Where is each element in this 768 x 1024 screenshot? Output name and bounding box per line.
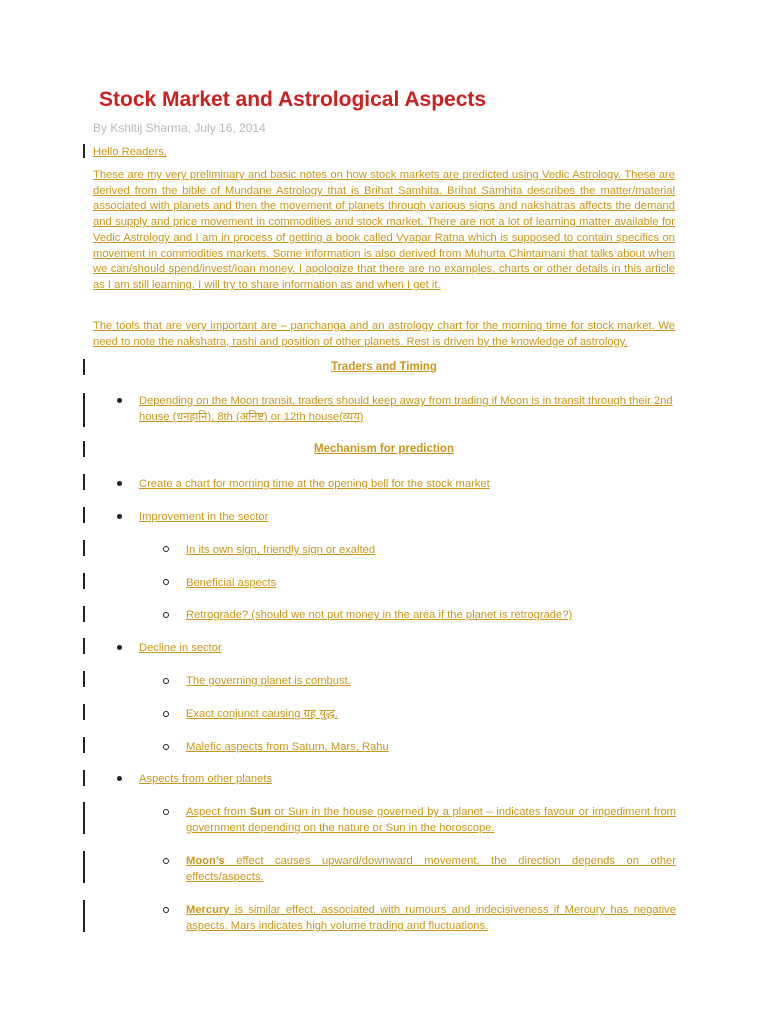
create-chart-text: Create a chart for morning time at the opening bell for the stock market bbox=[139, 478, 490, 490]
sun-aspect-text bbox=[186, 806, 676, 834]
traders-heading: Traders and Timing bbox=[331, 361, 437, 373]
sub-list-item bbox=[186, 542, 676, 558]
change-bar bbox=[83, 474, 85, 490]
traders-item-part: ) bbox=[359, 411, 364, 423]
sub-list-item bbox=[186, 804, 676, 836]
change-bar bbox=[83, 393, 85, 427]
bullet bbox=[117, 514, 122, 519]
change-bar bbox=[83, 671, 85, 687]
bullet bbox=[117, 481, 122, 486]
list-item bbox=[139, 393, 675, 425]
change-bar bbox=[83, 606, 85, 622]
decline-item-text bbox=[186, 708, 338, 720]
change-bar bbox=[83, 851, 85, 883]
bullet bbox=[117, 776, 122, 781]
sun-pre: Aspect from bbox=[186, 806, 250, 818]
sub-list-item bbox=[186, 902, 676, 934]
change-bar bbox=[83, 540, 85, 556]
moon-post: effect causes upward/downward movement, the direction depends on other effects/aspects. bbox=[186, 855, 676, 883]
sub-bullet bbox=[163, 579, 169, 585]
sub-bullet bbox=[163, 809, 169, 815]
sub-bullet bbox=[163, 612, 169, 618]
sub-bullet bbox=[163, 678, 169, 684]
traders-item-deva: अनिष्ट bbox=[239, 410, 264, 423]
change-bar bbox=[83, 638, 85, 654]
change-bar bbox=[83, 704, 85, 720]
moon-bold: Moon’s bbox=[186, 855, 225, 867]
tools-paragraph bbox=[93, 319, 675, 350]
moon-aspect-text bbox=[186, 855, 676, 883]
mercury-aspect-text bbox=[186, 904, 676, 932]
sun-bold: Sun bbox=[249, 806, 271, 818]
decline-item-text: Malefic aspects from Saturn, Mars, Rahu bbox=[186, 741, 389, 753]
sub-bullet bbox=[163, 858, 169, 864]
list-item bbox=[139, 509, 675, 525]
change-bar bbox=[83, 359, 85, 375]
improvement-item-text: In its own sign, friendly sign or exalted bbox=[186, 544, 376, 556]
list-item bbox=[139, 771, 675, 787]
change-bar bbox=[83, 802, 85, 834]
bullet bbox=[117, 398, 122, 403]
intro-paragraph bbox=[93, 168, 675, 294]
mechanism-heading: Mechanism for prediction bbox=[314, 443, 454, 455]
sub-bullet bbox=[163, 546, 169, 552]
article-byline: By Kshitij Sharma, July 16, 2014 bbox=[93, 121, 266, 135]
greeting bbox=[93, 145, 675, 161]
intro-text: These are my very preliminary and basic notes on how stock markets are predicted using Vedic Astrology. These are derived from the bible of Mundane Astrology that is Brihat Samhita. Brihat Samhita describes the matter/material associated with planets and then the movement of planets through various signs and nakshatras affects the demand and supply and price movement in commodities and stock market. There are not a lot of learning matter available for Vedic Astrology and I am in process of getting a book called Vyapar Ratna which is supposed to contain specifics on movement in commodities markets. Some information is also derived from Muhurta Chintamani that talks about when we can/should spend/invest/loan money. I apologize that there are no examples, charts or other details in this article as I am still learning. I will try to share information as and when I get it. bbox=[93, 169, 675, 291]
sub-list-item bbox=[186, 575, 676, 591]
mercury-bold: Mercury bbox=[186, 904, 230, 916]
improvement-item-text: Retrograde? (should we not put money in the area if the planet is retrograde?) bbox=[186, 609, 573, 621]
aspects-text: Aspects from other planets bbox=[139, 773, 273, 785]
list-item bbox=[139, 476, 675, 492]
sub-bullet bbox=[163, 711, 169, 717]
change-bar bbox=[83, 900, 85, 932]
greeting-text: Hello Readers, bbox=[93, 146, 167, 158]
conjunct-text: Exact conjunct causing bbox=[186, 708, 304, 720]
change-bar bbox=[83, 770, 85, 786]
decline-item-text: The governing planet is combust. bbox=[186, 675, 351, 687]
conjunct-end: . bbox=[334, 708, 338, 720]
traders-item-deva: धनहानि bbox=[176, 410, 208, 423]
sub-list-item bbox=[186, 739, 676, 755]
traders-item-part: Depending on the Moon transit, traders should keep away from trading if Moon is in transit through their 2nd house ( bbox=[139, 395, 673, 423]
change-bar bbox=[83, 737, 85, 753]
traders-item-part: ) or 12th house( bbox=[263, 411, 343, 423]
change-bar bbox=[83, 144, 85, 158]
sun-post: or Sun in the house governed by a planet – indicates favour or impediment from government depending on the nature or Sun in the horoscope. bbox=[186, 806, 676, 834]
conjunct-deva: ग्रह युद्ध bbox=[303, 707, 335, 720]
article-title: Stock Market and Astrological Aspects bbox=[99, 88, 487, 111]
improvement-text: Improvement in the sector bbox=[139, 511, 269, 523]
change-bar bbox=[83, 573, 85, 589]
mercury-post: is similar effect, associated with rumours and indecisiveness if Mercury has negative aspects. Mars indicates high volume trading and fluctuations. bbox=[186, 904, 676, 932]
sub-bullet bbox=[163, 744, 169, 750]
traders-item-part: ), 8th ( bbox=[207, 411, 240, 423]
change-bar bbox=[83, 441, 85, 457]
tools-text: The tools that are very important are – panchanga and an astrology chart for the morning time for stock market. We need to note the nakshatra, rashi and position of other planets. Rest is driven by the knowledge of astrology. bbox=[93, 320, 675, 348]
change-bar bbox=[83, 507, 85, 523]
list-item bbox=[139, 640, 675, 656]
sub-list-item bbox=[186, 706, 676, 722]
sub-list-item bbox=[186, 607, 676, 623]
traders-item-text bbox=[139, 395, 673, 423]
sub-bullet bbox=[163, 907, 169, 913]
decline-text: Decline in sector bbox=[139, 642, 222, 654]
improvement-item-text: Beneficial aspects bbox=[186, 577, 277, 589]
sub-list-item bbox=[186, 853, 676, 885]
sub-list-item bbox=[186, 673, 676, 689]
traders-item-deva: व्यय bbox=[342, 410, 360, 423]
bullet bbox=[117, 645, 122, 650]
